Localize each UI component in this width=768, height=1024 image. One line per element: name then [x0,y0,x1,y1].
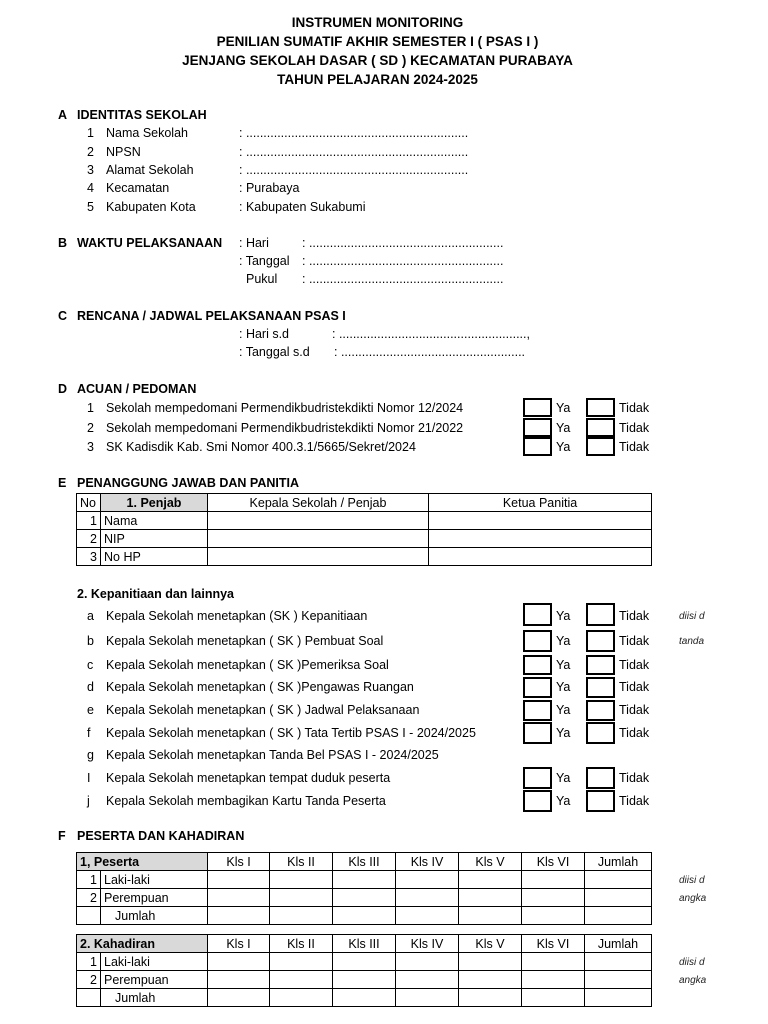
input-cell[interactable] [585,953,652,971]
row-no: 2 [77,889,101,907]
d-3-ya-checkbox[interactable] [523,437,552,456]
input-cell[interactable] [396,907,459,925]
col-header-no: No [77,494,101,512]
e-d-tidak-checkbox[interactable] [586,677,615,698]
table-row [77,989,652,1007]
ketua-nama-cell[interactable] [429,512,652,530]
row-total-label: Jumlah [101,989,208,1007]
input-cell[interactable] [522,871,585,889]
kecamatan-value: : Purabaya [239,181,300,195]
col-header-kls-6: Kls VI [522,853,585,871]
section-a-heading: IDENTITAS SEKOLAH [77,108,207,122]
input-cell[interactable] [522,989,585,1007]
e-e-tidak-checkbox[interactable] [586,700,615,721]
e-d-ya-label: Ya [556,680,571,694]
e-item-i-no: I [87,771,91,785]
input-cell[interactable] [459,989,522,1007]
input-cell[interactable] [522,907,585,925]
section-b-letter: B [58,236,68,250]
e-item-b-no: b [87,634,94,648]
e-item-a-no: a [87,609,94,623]
e-b-ya-label: Ya [556,634,571,648]
d-2-tidak-checkbox[interactable] [586,418,615,437]
b-hari-field[interactable]: : ........................................................ [302,236,504,250]
col-header-kepala-sekolah: Kepala Sekolah / Penjab [208,494,429,512]
input-cell[interactable] [585,989,652,1007]
input-cell[interactable] [208,889,270,907]
section-e-letter: E [58,476,67,490]
e-item-j-no: j [87,794,90,808]
col-header-kls-1: Kls I [208,853,270,871]
table-row [77,971,652,989]
input-cell[interactable] [459,953,522,971]
e-c-ya-checkbox[interactable] [523,655,552,675]
col-header-kls-2: Kls II [270,853,333,871]
e-item-f-no: f [87,726,91,740]
row-label: Laki-laki [101,953,208,971]
table-header-row [77,494,652,512]
a-item-2-label: NPSN [106,145,141,159]
e-j-tidak-checkbox[interactable] [586,790,615,812]
row-no: 2 [77,971,101,989]
col-header-kls-6: Kls VI [522,935,585,953]
input-cell[interactable] [270,907,333,925]
b-tanggal-field[interactable]: : ........................................................ [302,254,504,268]
table-header-row [77,853,652,871]
e-c-tidak-checkbox[interactable] [586,655,615,675]
input-cell[interactable] [333,907,396,925]
input-cell[interactable] [396,989,459,1007]
kahadiran-title: 2. Kahadiran [77,935,208,953]
input-cell[interactable] [396,889,459,907]
d-item-2-text: Sekolah mempedomani Permendikbudristekdikti Nomor 21/2022 [106,421,464,435]
input-cell[interactable] [208,989,270,1007]
b-pukul-field[interactable]: : ........................................................ [302,272,504,286]
table-row [77,889,652,907]
e-f-ya-checkbox[interactable] [523,722,552,744]
nama-sekolah-field[interactable]: : ................................................................ [239,126,469,140]
row-label: NIP [101,530,208,548]
row-total-label: Jumlah [101,907,208,925]
table-row [77,907,652,925]
a-item-4-no: 4 [87,181,94,195]
e-item-c-text: Kepala Sekolah menetapkan ( SK )Pemeriksa Soal [106,658,389,672]
input-cell[interactable] [459,889,522,907]
col-header-kls-1: Kls I [208,935,270,953]
a-item-3-no: 3 [87,163,94,177]
a-item-1-label: Nama Sekolah [106,126,188,140]
e-f-tidak-label: Tidak [619,726,650,740]
e-item-a-text: Kepala Sekolah menetapkan (SK ) Kepanitiaan [106,609,368,623]
input-cell[interactable] [585,907,652,925]
input-cell[interactable] [459,971,522,989]
e-item-c-no: c [87,658,94,672]
row-no: 1 [77,871,101,889]
input-cell[interactable] [585,871,652,889]
table-header-row [77,935,652,953]
table-row [77,548,652,566]
kepala-hp-cell[interactable] [208,548,429,566]
input-cell[interactable] [522,971,585,989]
doc-title-line2: PENILIAN SUMATIF AKHIR SEMESTER I ( PSAS I ) [216,34,539,49]
e-j-ya-checkbox[interactable] [523,790,552,812]
input-cell[interactable] [208,953,270,971]
input-cell[interactable] [270,953,333,971]
input-cell[interactable] [333,889,396,907]
input-cell[interactable] [396,953,459,971]
input-cell[interactable] [396,971,459,989]
d-item-1-no: 1 [87,401,94,415]
input-cell[interactable] [270,871,333,889]
row-label: Perempuan [101,971,208,989]
col-header-kls-5: Kls V [459,935,522,953]
b-pukul-label: Pukul [246,272,278,286]
alamat-sekolah-field[interactable]: : ................................................................ [239,163,469,177]
d-item-2-no: 2 [87,421,94,435]
npsn-field[interactable]: : ................................................................ [239,145,469,159]
e-j-tidak-label: Tidak [619,794,650,808]
c-tanggal-field[interactable]: : ..................................................... [334,345,526,359]
col-header-penjab: 1. Penjab [101,494,208,512]
e-b-ya-checkbox[interactable] [523,630,552,652]
d-3-tidak-checkbox[interactable] [586,437,615,456]
row-no: 2 [77,530,101,548]
d-3-ya-label: Ya [556,440,571,454]
table-row [77,530,652,548]
col-header-ketua-panitia: Ketua Panitia [429,494,652,512]
ketua-hp-cell[interactable] [429,548,652,566]
e-f-ya-label: Ya [556,726,571,740]
a-item-4-label: Kecamatan [106,181,170,195]
row-no: 1 [77,953,101,971]
e-item-d-text: Kepala Sekolah menetapkan ( SK )Pengawas Ruangan [106,680,414,694]
e-item-e-text: Kepala Sekolah menetapkan ( SK ) Jadwal Pelaksanaan [106,703,420,717]
doc-title-line4: TAHUN PELAJARAN 2024-2025 [277,72,478,87]
c-tanggal-label: : Tanggal s.d [239,345,310,359]
e-a-tidak-checkbox[interactable] [586,603,615,626]
kabupaten-value: : Kabupaten Sukabumi [239,200,366,214]
d-2-tidak-label: Tidak [619,421,650,435]
e-item-g-no: g [87,748,94,762]
input-cell[interactable] [522,889,585,907]
note-angka-peserta: angka [679,893,707,904]
section-f-letter: F [58,829,66,843]
c-hari-field[interactable]: : ......................................................, [332,327,530,341]
d-1-tidak-checkbox[interactable] [586,398,615,417]
col-header-kls-2: Kls II [270,935,333,953]
e-item-i-text: Kepala Sekolah menetapkan tempat duduk peserta [106,771,391,785]
input-cell[interactable] [208,971,270,989]
e-e-tidak-label: Tidak [619,703,650,717]
input-cell[interactable] [522,953,585,971]
input-cell[interactable] [333,989,396,1007]
e-item-j-text: Kepala Sekolah membagikan Kartu Tanda Peserta [106,794,386,808]
doc-title-line3: JENJANG SEKOLAH DASAR ( SD ) KECAMATAN PURABAYA [182,53,573,68]
input-cell[interactable] [333,953,396,971]
col-header-kls-5: Kls V [459,853,522,871]
section-c-letter: C [58,309,68,323]
e-i-tidak-label: Tidak [619,771,650,785]
e-item-g-text: Kepala Sekolah menetapkan Tanda Bel PSAS I - 2024/2025 [106,748,439,762]
d-1-ya-label: Ya [556,401,571,415]
c-hari-label: : Hari s.d [239,327,290,341]
row-label: Nama [101,512,208,530]
b-hari-label: : Hari [239,236,269,250]
e-b-tidak-checkbox[interactable] [586,630,615,652]
d-item-3-text: SK Kadisdik Kab. Smi Nomor 400.3.1/5665/Sekret/2024 [106,440,416,454]
table-row [77,953,652,971]
e-a-tidak-label: Tidak [619,609,650,623]
a-item-5-no: 5 [87,200,94,214]
peserta-table [76,852,652,925]
peserta-title: 1, Peserta [77,853,208,871]
e-item-b-text: Kepala Sekolah menetapkan ( SK ) Pembuat Soal [106,634,384,648]
col-header-jumlah: Jumlah [585,935,652,953]
d-1-ya-checkbox[interactable] [523,398,552,417]
input-cell[interactable] [270,989,333,1007]
e-d-ya-checkbox[interactable] [523,677,552,698]
e-f-tidak-checkbox[interactable] [586,722,615,744]
e-d-tidak-label: Tidak [619,680,650,694]
input-cell[interactable] [459,871,522,889]
section-a-letter: A [58,108,68,122]
row-no: 1 [77,512,101,530]
d-3-tidak-label: Tidak [619,440,650,454]
section-f-heading: PESERTA DAN KAHADIRAN [77,829,245,843]
input-cell[interactable] [396,871,459,889]
kepala-nip-cell[interactable] [208,530,429,548]
e-i-tidak-checkbox[interactable] [586,767,615,789]
section-d-letter: D [58,382,68,396]
e-item-e-no: e [87,703,94,717]
a-item-1-no: 1 [87,126,94,140]
note-tanda: tanda [679,636,705,647]
row-label: Laki-laki [101,871,208,889]
section-b-heading: WAKTU PELAKSANAAN [77,236,223,250]
section-d-heading: ACUAN / PEDOMAN [77,382,197,396]
e-i-ya-checkbox[interactable] [523,767,552,789]
e-item-f-text: Kepala Sekolah menetapkan ( SK ) Tata Tertib PSAS I - 2024/2025 [106,726,476,740]
e-c-tidak-label: Tidak [619,658,650,672]
row-no: 3 [77,548,101,566]
d-item-3-no: 3 [87,440,94,454]
e-a-ya-checkbox[interactable] [523,603,552,626]
col-header-kls-4: Kls IV [396,935,459,953]
e-b-tidak-label: Tidak [619,634,650,648]
col-header-kls-3: Kls III [333,853,396,871]
b-tanggal-label: : Tanggal [239,254,290,268]
note-diisi: diisi d [679,611,705,622]
a-item-5-label: Kabupaten Kota [106,200,196,214]
section-e-heading: PENANGGUNG JAWAB DAN PANITIA [77,476,300,490]
doc-title-line1: INSTRUMEN MONITORING [291,15,464,30]
col-header-jumlah: Jumlah [585,853,652,871]
e-a-ya-label: Ya [556,609,571,623]
input-cell[interactable] [459,907,522,925]
e-e-ya-label: Ya [556,703,571,717]
input-cell[interactable] [333,971,396,989]
note-angka-kahadiran: angka [679,975,707,986]
table-row [77,512,652,530]
e-item-d-no: d [87,680,94,694]
row-label: No HP [101,548,208,566]
kepanitiaan-heading: 2. Kepanitiaan dan lainnya [77,587,234,601]
d-item-1-text: Sekolah mempedomani Permendikbudristekdikti Nomor 12/2024 [106,401,464,415]
input-cell[interactable] [270,971,333,989]
row-label: Perempuan [101,889,208,907]
d-2-ya-label: Ya [556,421,571,435]
input-cell[interactable] [208,871,270,889]
e-c-ya-label: Ya [556,658,571,672]
e-i-ya-label: Ya [556,771,571,785]
a-item-2-no: 2 [87,145,94,159]
input-cell[interactable] [585,971,652,989]
col-header-kls-4: Kls IV [396,853,459,871]
input-cell[interactable] [270,889,333,907]
kahadiran-table [76,934,652,1007]
ketua-nip-cell[interactable] [429,530,652,548]
note-diisi-kahadiran: diisi d [679,957,705,968]
d-1-tidak-label: Tidak [619,401,650,415]
section-c-heading: RENCANA / JADWAL PELAKSANAAN PSAS I [77,309,346,323]
input-cell[interactable] [585,889,652,907]
col-header-kls-3: Kls III [333,935,396,953]
table-row [77,871,652,889]
note-diisi-peserta: diisi d [679,875,705,886]
input-cell[interactable] [208,907,270,925]
penjab-table [76,493,652,566]
kepala-nama-cell[interactable] [208,512,429,530]
d-2-ya-checkbox[interactable] [523,418,552,437]
input-cell[interactable] [333,871,396,889]
a-item-3-label: Alamat Sekolah [106,163,194,177]
e-e-ya-checkbox[interactable] [523,700,552,721]
e-j-ya-label: Ya [556,794,571,808]
